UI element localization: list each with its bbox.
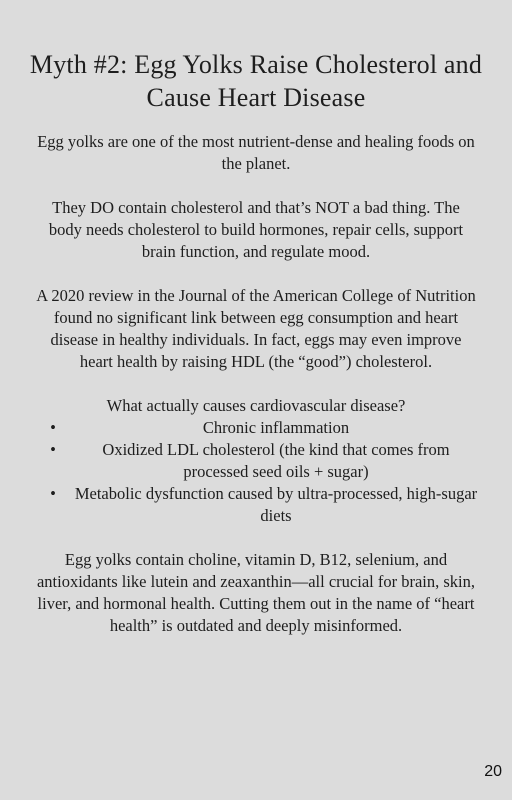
article-body bbox=[34, 131, 478, 637]
page-title: Myth #2: Egg Yolks Raise Cholesterol and Cause Heart Disease bbox=[29, 50, 483, 112]
bullet-icon: • bbox=[50, 484, 56, 503]
paragraph-study: A 2020 review in the Journal of the American College of Nutrition found no significant link between egg consumption and heart disease in healthy individuals. In fact, eggs may even improve heart health by raising HDL (the “good”) cholesterol. bbox=[36, 286, 476, 371]
list-item-text: Chronic inflammation bbox=[202, 418, 350, 437]
page-number: 20 bbox=[484, 763, 502, 780]
paragraph-intro: Egg yolks are one of the most nutrient-dense and healing foods on the planet. bbox=[37, 132, 475, 173]
bullet-icon: • bbox=[50, 440, 56, 459]
paragraph-nutrients: Egg yolks contain choline, vitamin D, B12, selenium, and antioxidants like lutein and zeaxanthin—all crucial for brain, skin, liver, and hormonal health. Cutting them out in the name of “heart health” is outdated and deeply misinformed. bbox=[36, 550, 476, 635]
paragraph-question: What actually causes cardiovascular disease? bbox=[106, 396, 406, 415]
bullet-icon: • bbox=[50, 418, 56, 437]
list-item-text: Metabolic dysfunction caused by ultra-processed, high-sugar diets bbox=[74, 484, 478, 525]
list-item-text: Oxidized LDL cholesterol (the kind that comes from processed seed oils + sugar) bbox=[102, 440, 450, 481]
list-item bbox=[34, 483, 478, 527]
list-item bbox=[34, 439, 478, 483]
causes-list bbox=[34, 417, 478, 527]
list-item bbox=[34, 417, 478, 439]
paragraph-cholesterol: They DO contain cholesterol and that’s NOT a bad thing. The body needs cholesterol to build hormones, repair cells, support brain function, and regulate mood. bbox=[48, 198, 464, 261]
